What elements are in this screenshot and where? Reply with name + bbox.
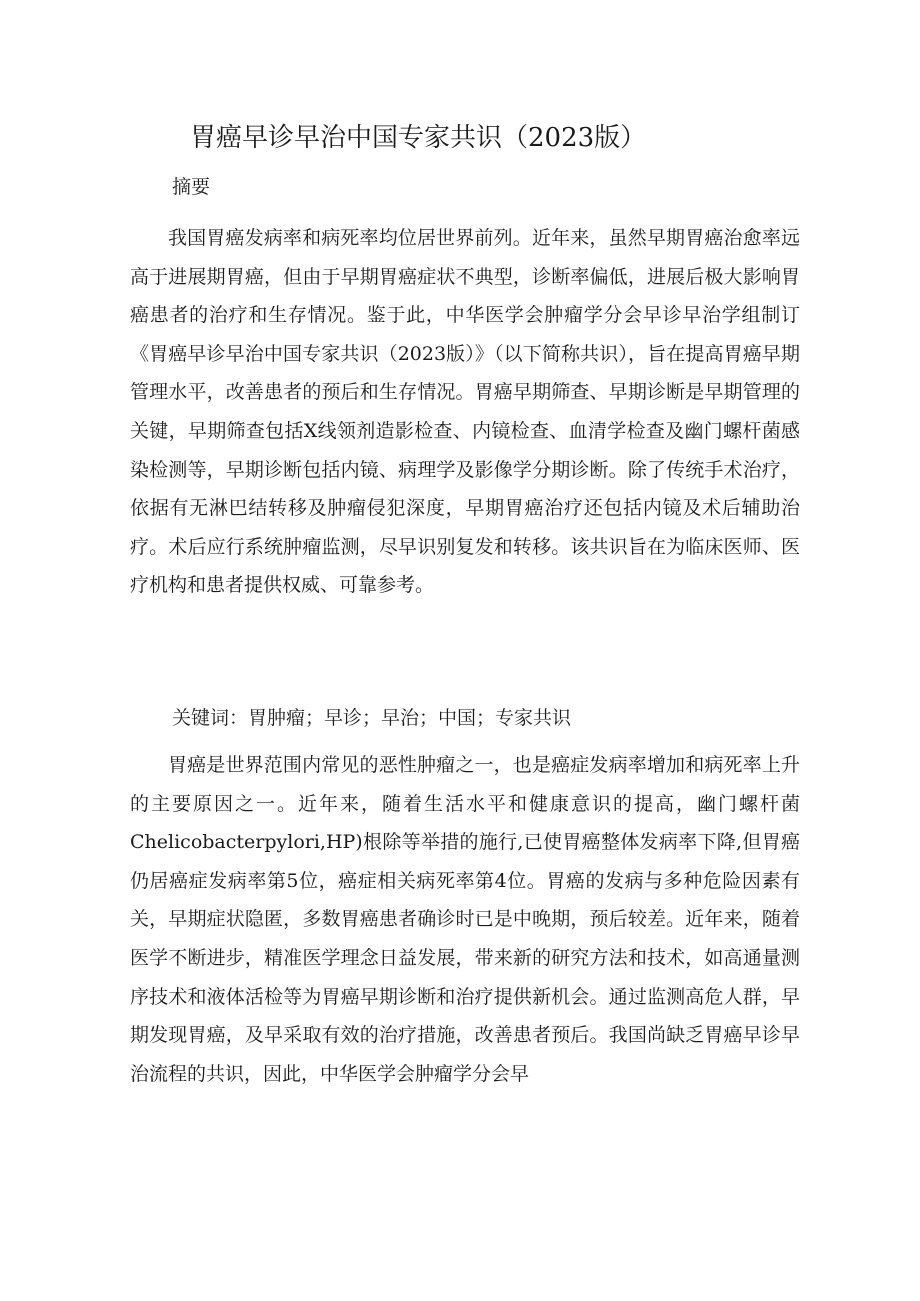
keywords-line: 关键词：胃肿瘤；早诊；早治；中国；专家共识 [172,707,572,729]
abstract-paragraph: 我国胃癌发病率和病死率均位居世界前列。近年来，虽然早期胃癌治愈率远高于进展期胃癌，但由于早期胃癌症状不典型，诊断率偏低，进展后极大影响胃癌患者的治疗和生存情况。鉴于此，中华医学会肿瘤学分会早诊早治学组制订《胃癌早诊早治中国专家共识（2023版）》（以下简称共识），旨在提高胃癌早期管理水平，改善患者的预后和生存情况。胃癌早期筛查、早期诊断是早期管理的关键，早期筛查包括X线领剂造影检查、内镜检查、血清学检查及幽门螺杆菌感染检测等，早期诊断包括内镜、病理学及影像学分期诊断。除了传统手术治疗，依据有无淋巴结转移及肿瘤侵犯深度，早期胃癌治疗还包括内镜及术后辅助治疗。术后应行系统肿瘤监测，尽早识别复发和转移。该共识旨在为临床医师、医疗机构和患者提供权威、可靠参考。 [130,227,800,597]
document-title: 胃癌早诊早治中国专家共识（2023版） [190,123,647,153]
abstract-heading: 摘要 [172,176,211,198]
intro-paragraph: 胃癌是世界范围内常见的恶性肿瘤之一，也是癌症发病率增加和病死率上升的主要原因之一。近年来，随着生活水平和健康意识的提高，幽门螺杆菌Chelicobacterpylori,HP)根除等举措的施行,已使胃癌整体发病率下降,但胃癌仍居癌症发病率第5位，癌症相关病死率第4位。胃癌的发病与多种危险因素有关，早期症状隐匿，多数胃癌患者确诊时已是中晚期，预后较差。近年来，随着医学不断进步，精准医学理念日益发展，带来新的研究方法和技术，如高通量测序技术和液体活检等为胃癌早期诊断和治疗提供新机会。通过监测高危人群，早期发现胃癌，及早采取有效的治疗措施，改善患者预后。我国尚缺乏胃癌早诊早治流程的共识，因此，中华医学会肿瘤学分会早 [130,754,800,1085]
